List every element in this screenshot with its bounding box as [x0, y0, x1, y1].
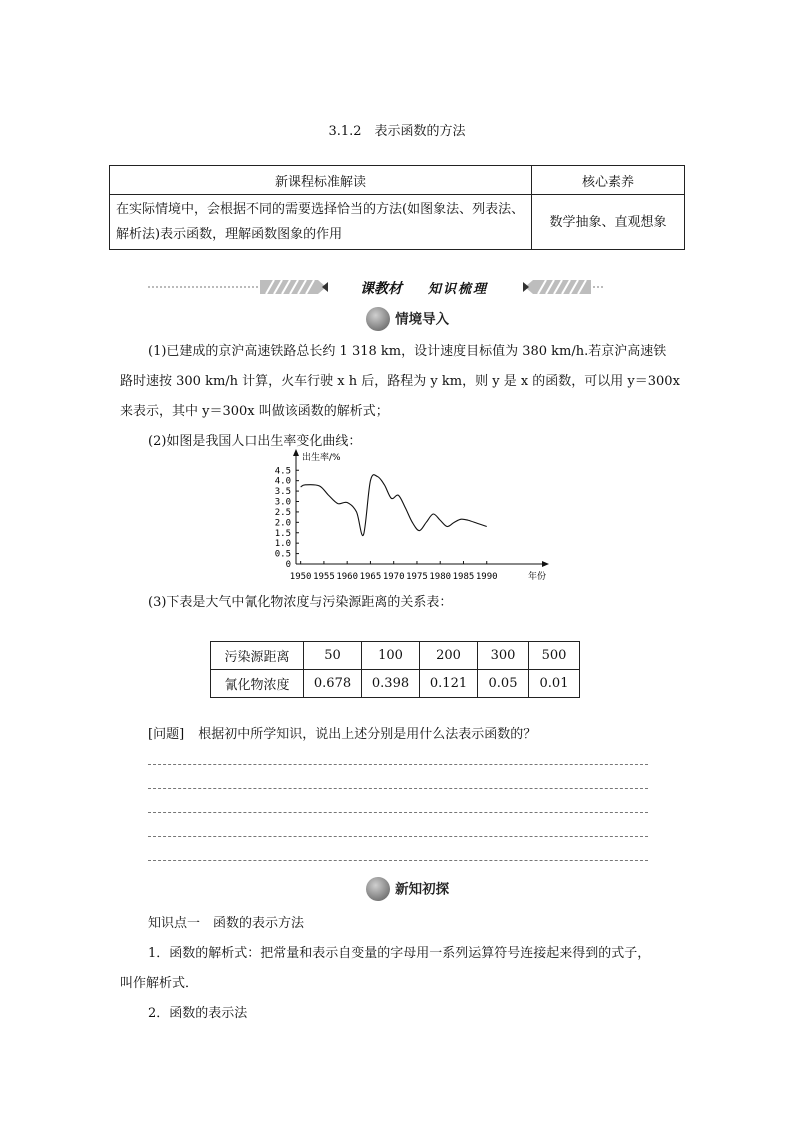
p1-line3: 来表示，其中 y＝300x 叫做该函数的解析式；: [120, 404, 389, 419]
table-cell: 200: [420, 642, 478, 670]
knowledge-item1-line2: 叫作解析式．: [120, 976, 199, 991]
y-tick-label: 3.0: [274, 497, 291, 508]
knowledge-block: [120, 909, 685, 1029]
x-axis-label: 年份: [528, 572, 547, 582]
standards-header-left: 新课程标准解读: [110, 166, 532, 195]
y-tick-label: 4.0: [274, 476, 291, 487]
table-cell: 300: [478, 642, 529, 670]
x-tick-label: 1965: [359, 572, 382, 582]
birth-rate-chart: [270, 448, 560, 588]
knowledge-item1-line1: 1．函数的解析式：把常量和表示自变量的字母用一系列运算符号连接起来得到的式子，: [148, 946, 651, 961]
intro-heading-text: 情境导入: [395, 311, 450, 328]
answer-line: [148, 836, 648, 837]
table-cell: 50: [304, 642, 362, 670]
scenario-icon: [366, 307, 390, 331]
standards-body-right: 数学抽象、直观想象: [532, 195, 685, 250]
y-tick-label: 2.5: [274, 507, 291, 518]
table-cell: 污染源距离: [211, 642, 304, 670]
intro-paragraphs: [120, 337, 685, 457]
p3: (3)下表是大气中氰化物浓度与污染源距离的关系表：: [148, 595, 453, 610]
chart-svg: [270, 448, 560, 584]
x-tick-label: 1950: [289, 572, 312, 582]
question-tag: [问题]: [148, 727, 185, 742]
cyanide-table: [210, 641, 580, 698]
table-cell: 0.01: [529, 670, 580, 698]
standards-body-left: 在实际情境中，会根据不同的需要选择恰当的方法(如图象法、列表法、解析法)表示函数，理解函数图象的作用: [110, 195, 532, 250]
table-row: [211, 670, 580, 698]
answer-line: [148, 812, 648, 813]
curriculum-standards-table: [109, 165, 685, 250]
x-axis-arrow: [542, 561, 549, 567]
y-axis-label: 出生率/%: [302, 453, 341, 463]
y-tick-label: 1.5: [274, 528, 291, 539]
banner-label-a: 课教材: [360, 281, 402, 297]
question-text: 根据初中所学知识，说出上述分别是用什么法表示函数的？: [198, 727, 537, 742]
answer-line: [148, 860, 648, 861]
x-tick-label: 1975: [406, 572, 428, 582]
new-knowledge-text: 新知初探: [395, 881, 450, 898]
section-banner: [148, 276, 603, 298]
p3-block: [120, 588, 685, 618]
knowledge-item2: 2．函数的表示法: [148, 1006, 248, 1021]
table-cell: 500: [529, 642, 580, 670]
x-tick-label: 1955: [313, 572, 335, 582]
x-tick-label: 1990: [475, 572, 498, 582]
table-cell: 氰化物浓度: [211, 670, 304, 698]
y-axis-arrow: [293, 449, 299, 456]
table-cell: 0.678: [304, 670, 362, 698]
new-knowledge-heading: [366, 877, 449, 901]
answer-line: [148, 788, 648, 789]
y-tick-label: 2.0: [274, 518, 291, 529]
knowledge-point1: 知识点一 函数的表示方法: [148, 916, 305, 931]
y-tick-label: 4.5: [274, 466, 291, 477]
y-tick-label: 1.0: [274, 539, 291, 550]
p1-line1: (1)已建成的京沪高速铁路总长约 1 318 km，设计速度目标值为 380 km/h.若京沪高速铁: [148, 344, 667, 359]
birth-rate-curve: [301, 475, 487, 536]
table-cell: 100: [362, 642, 420, 670]
intro-heading: [366, 307, 449, 331]
y-tick-label: 3.5: [274, 487, 291, 498]
y-tick-label: 0: [285, 560, 291, 570]
table-row: [211, 642, 580, 670]
x-tick-label: 1980: [429, 572, 452, 582]
x-tick-label: 1960: [336, 572, 359, 582]
knowledge-icon: [366, 877, 390, 901]
table-cell: 0.398: [362, 670, 420, 698]
table-cell: 0.121: [420, 670, 478, 698]
p1-line2: 路时速按 300 km/h 计算，火车行驶 x h 后，路程为 y km，则 y 是 x 的函数，可以用 y＝300x: [120, 374, 680, 389]
x-tick-label: 1970: [382, 572, 405, 582]
answer-line: [148, 764, 648, 765]
standards-header-right: 核心素养: [532, 166, 685, 195]
question: [148, 723, 536, 742]
section-title: 3.1.2 表示函数的方法: [328, 124, 466, 139]
p2: (2)如图是我国人口出生率变化曲线：: [148, 434, 362, 449]
x-tick-label: 1985: [452, 572, 475, 582]
y-tick-label: 0.5: [274, 549, 291, 560]
table-cell: 0.05: [478, 670, 529, 698]
banner-label-b: 知识梳理: [428, 282, 489, 297]
